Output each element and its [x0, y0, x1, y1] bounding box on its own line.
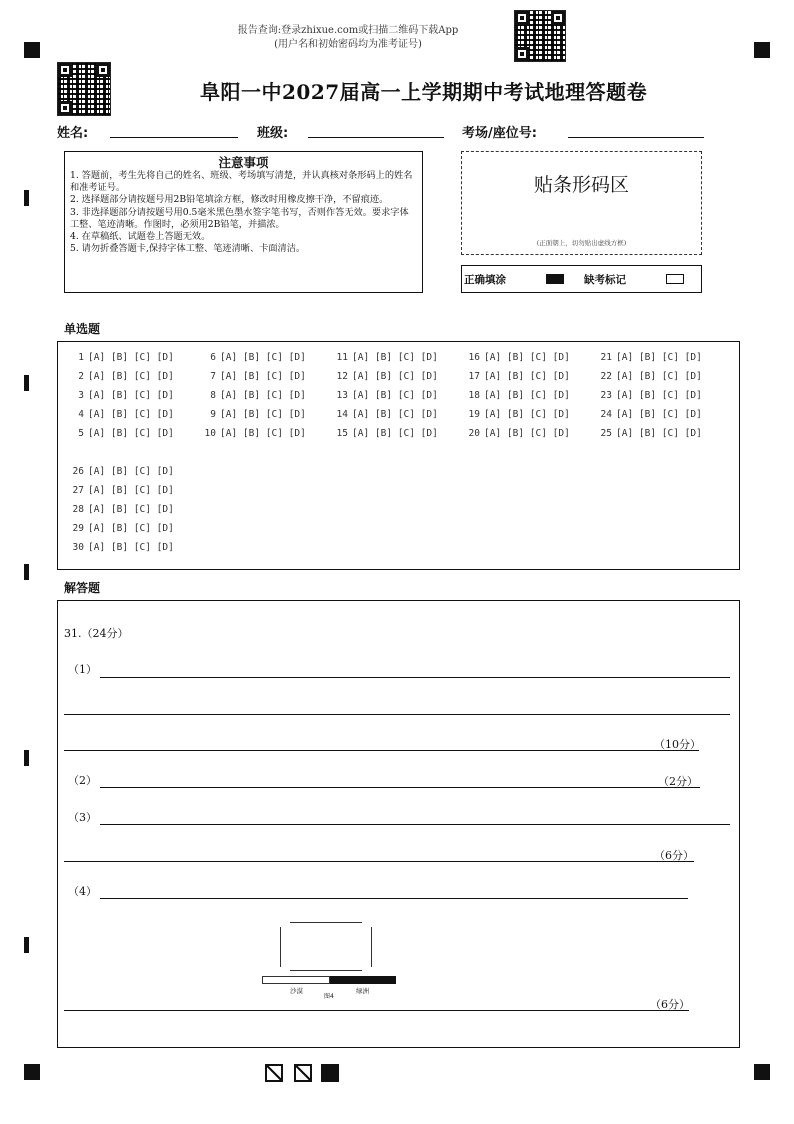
name-field[interactable] [110, 137, 238, 138]
timing-mark [24, 375, 29, 391]
choice-question-row[interactable] [68, 542, 174, 561]
choice-question-row[interactable] [68, 504, 174, 523]
question-number: 10 [204, 428, 216, 439]
option-bubbles[interactable]: [A] [B] [C] [D] [484, 390, 570, 401]
option-bubbles[interactable]: [A] [B] [C] [D] [616, 371, 702, 382]
notice-title: 注意事项 [218, 155, 269, 170]
option-bubbles[interactable]: [A] [B] [C] [D] [220, 428, 306, 439]
option-bubbles[interactable]: [A] [B] [C] [D] [88, 428, 174, 439]
choice-question-row[interactable] [596, 409, 728, 428]
option-bubbles[interactable]: [A] [B] [C] [D] [352, 428, 438, 439]
question-number: 3 [78, 390, 84, 401]
figure-right-line [371, 927, 372, 967]
part-3-score: （6分） [654, 849, 694, 862]
choice-question-row[interactable] [68, 390, 200, 409]
question-number: 6 [210, 352, 216, 363]
question-number: 12 [336, 371, 348, 382]
question-number: 4 [78, 409, 84, 420]
choice-grid-block1 [68, 352, 718, 447]
option-bubbles[interactable]: [A] [B] [C] [D] [352, 352, 438, 363]
class-label: 班级: [257, 126, 289, 141]
option-bubbles[interactable]: [A] [B] [C] [D] [88, 504, 174, 515]
choice-question-row[interactable] [332, 409, 464, 428]
question-number: 1 [78, 352, 84, 363]
correct-fill-label: 正确填涂 [464, 274, 506, 286]
choice-grid-block2 [68, 466, 174, 561]
choice-question-row[interactable] [200, 390, 332, 409]
choice-question-row[interactable] [464, 371, 596, 390]
question-number: 27 [72, 485, 84, 496]
option-bubbles[interactable]: [A] [B] [C] [D] [484, 409, 570, 420]
choice-question-row[interactable] [68, 485, 174, 504]
oasis-bar [330, 976, 396, 984]
option-bubbles[interactable]: [A] [B] [C] [D] [88, 523, 174, 534]
registration-mark-top-left [24, 42, 40, 58]
notice-item: 3. 非选择题部分请按题号用0.5毫米黑色墨水签字笔书写，否则作答无效。要求字体工整、笔迹清晰。作图时，必须用2B铅笔，并描浓。 [70, 206, 409, 230]
room-seat-field[interactable] [568, 137, 704, 138]
question-number: 29 [72, 523, 84, 534]
question-number: 2 [78, 371, 84, 382]
answer-line-1b[interactable] [64, 714, 730, 715]
question-number: 14 [336, 409, 348, 420]
oasis-label: 绿洲 [356, 987, 369, 995]
choice-question-row[interactable] [200, 352, 332, 371]
question-number: 16 [468, 352, 480, 363]
option-bubbles[interactable]: [A] [B] [C] [D] [88, 542, 174, 553]
choice-question-row[interactable] [332, 428, 464, 447]
option-bubbles[interactable]: [A] [B] [C] [D] [352, 409, 438, 420]
choice-question-row[interactable] [68, 371, 200, 390]
notice-item: 4. 在草稿纸、试题卷上答题无效。 [70, 231, 211, 243]
answer-line-3b[interactable] [64, 861, 694, 862]
answer-line-1c[interactable] [64, 750, 699, 751]
option-bubbles[interactable]: [A] [B] [C] [D] [220, 371, 306, 382]
timing-mark [24, 564, 29, 580]
registration-mark-bottom-right [754, 1064, 770, 1080]
question-number: 22 [600, 371, 612, 382]
figure-middle-line [290, 970, 362, 971]
question-number: 5 [78, 428, 84, 439]
question-number: 7 [210, 371, 216, 382]
choice-question-row[interactable] [332, 352, 464, 371]
option-bubbles[interactable]: [A] [B] [C] [D] [616, 352, 702, 363]
question-number: 18 [468, 390, 480, 401]
choice-question-row[interactable] [332, 371, 464, 390]
question-number: 30 [72, 542, 84, 553]
choice-question-row[interactable] [68, 523, 174, 542]
option-bubbles[interactable]: [A] [B] [C] [D] [220, 409, 306, 420]
choice-question-row[interactable] [596, 371, 728, 390]
option-bubbles[interactable]: [A] [B] [C] [D] [88, 371, 174, 382]
desert-bar [262, 976, 330, 984]
app-qr-code[interactable] [514, 10, 566, 62]
question-number: 17 [468, 371, 480, 382]
report-query-note: (用户名和初始密码均为准考证号) [274, 39, 422, 50]
question-number: 24 [600, 409, 612, 420]
option-bubbles[interactable]: [A] [B] [C] [D] [484, 371, 570, 382]
choice-question-row[interactable] [464, 352, 596, 371]
name-label: 姓名: [57, 126, 89, 141]
option-bubbles[interactable]: [A] [B] [C] [D] [616, 390, 702, 401]
notice-item: 5. 请勿折叠答题卡,保持字体工整、笔迹清晰、卡面清洁。 [70, 243, 306, 255]
barcode-area-note: (正面朝上，切勿贴出虚线方框) [536, 239, 627, 247]
choice-question-row[interactable] [464, 409, 596, 428]
choice-question-row[interactable] [596, 390, 728, 409]
part-1-score: （10分） [654, 738, 701, 751]
option-bubbles[interactable]: [A] [B] [C] [D] [352, 390, 438, 401]
option-bubbles[interactable]: [A] [B] [C] [D] [88, 466, 174, 477]
timing-mark [24, 937, 29, 953]
figure-left-line [280, 927, 281, 967]
barcode-area-title: 贴条形码区 [533, 174, 629, 196]
barcode-area [461, 151, 702, 255]
option-bubbles[interactable]: [A] [B] [C] [D] [88, 409, 174, 420]
part-4-score: （6分） [650, 998, 690, 1011]
choice-question-row[interactable] [68, 466, 174, 485]
option-bubbles[interactable]: [A] [B] [C] [D] [352, 371, 438, 382]
choice-question-row[interactable] [200, 409, 332, 428]
question-number: 28 [72, 504, 84, 515]
answer-line-2[interactable] [100, 787, 700, 788]
timing-mark [24, 750, 29, 766]
answer-line-4a[interactable] [100, 898, 688, 899]
question-number: 13 [336, 390, 348, 401]
absent-mark-label: 缺考标记 [584, 274, 626, 286]
choice-question-row[interactable] [200, 371, 332, 390]
answer-line-1a[interactable] [100, 677, 730, 678]
fill-legend [461, 265, 702, 293]
answer-line-3a[interactable] [100, 824, 730, 825]
answer-line-4b[interactable] [64, 1010, 689, 1011]
option-bubbles[interactable]: [A] [B] [C] [D] [88, 485, 174, 496]
choice-question-row[interactable] [68, 409, 200, 428]
choice-question-row[interactable] [464, 428, 596, 447]
page-mark-solid [321, 1064, 339, 1082]
choice-section-title: 单选题 [64, 322, 101, 336]
desert-label: 沙漠 [290, 987, 303, 995]
question-number: 20 [468, 428, 480, 439]
choice-question-row[interactable] [596, 428, 728, 447]
report-query-line: 报告查询:登录zhixue.com或扫描二维码下载App [237, 25, 459, 36]
option-bubbles[interactable]: [A] [B] [C] [D] [88, 352, 174, 363]
question-number: 15 [336, 428, 348, 439]
absent-mark-box[interactable] [666, 274, 684, 284]
choice-question-row[interactable] [464, 390, 596, 409]
answer-section-box [57, 600, 740, 1048]
class-field[interactable] [308, 137, 444, 138]
option-bubbles[interactable]: [A] [B] [C] [D] [616, 409, 702, 420]
question-number: 9 [210, 409, 216, 420]
question-number: 23 [600, 390, 612, 401]
option-bubbles[interactable]: [A] [B] [C] [D] [88, 390, 174, 401]
question-number: 19 [468, 409, 480, 420]
part-3-label: （3） [68, 811, 97, 824]
option-bubbles[interactable]: [A] [B] [C] [D] [484, 428, 570, 439]
choice-question-row[interactable] [332, 390, 464, 409]
question-number: 25 [600, 428, 612, 439]
option-bubbles[interactable]: [A] [B] [C] [D] [220, 390, 306, 401]
part-1-label: （1） [68, 663, 97, 676]
part-2-score: （2分） [658, 775, 698, 788]
option-bubbles[interactable]: [A] [B] [C] [D] [220, 352, 306, 363]
question-number: 11 [336, 352, 348, 363]
question-number: 21 [600, 352, 612, 363]
page-title: 阜阳一中2027届高一上学期期中考试地理答题卷 [200, 80, 648, 104]
answer-section-title: 解答题 [64, 581, 101, 595]
page-mark-slash-1 [265, 1064, 283, 1082]
figure-caption: 图4 [324, 993, 334, 1000]
option-bubbles[interactable]: [A] [B] [C] [D] [616, 428, 702, 439]
question-number: 26 [72, 466, 84, 477]
option-bubbles[interactable]: [A] [B] [C] [D] [484, 352, 570, 363]
part-2-label: （2） [68, 774, 97, 787]
student-qr-code [57, 62, 111, 116]
notice-box [64, 151, 423, 293]
page-mark-slash-2 [294, 1064, 312, 1082]
room-seat-label: 考场/座位号: [462, 126, 537, 141]
choice-question-row[interactable] [596, 352, 728, 371]
choice-section-box [57, 341, 740, 570]
registration-mark-top-right [754, 42, 770, 58]
part-4-label: （4） [68, 885, 97, 898]
notice-item: 1. 答题前，考生先将自己的姓名、班级、考场填写清楚，并认真核对条形码上的姓名和准考证号。 [70, 170, 413, 194]
figure-top-line [290, 922, 362, 923]
choice-question-row[interactable] [68, 352, 200, 371]
correct-fill-sample [546, 274, 564, 284]
question-31-header: 31.（24分） [64, 627, 129, 640]
registration-mark-bottom-left [24, 1064, 40, 1080]
timing-mark [24, 190, 29, 206]
question-number: 8 [210, 390, 216, 401]
figure-4 [258, 921, 403, 1001]
notice-item: 2. 选择题部分请按题号用2B铅笔填涂方框，修改时用橡皮擦干净，不留痕迹。 [70, 194, 389, 206]
choice-question-row[interactable] [200, 428, 332, 447]
choice-question-row[interactable] [68, 428, 200, 447]
